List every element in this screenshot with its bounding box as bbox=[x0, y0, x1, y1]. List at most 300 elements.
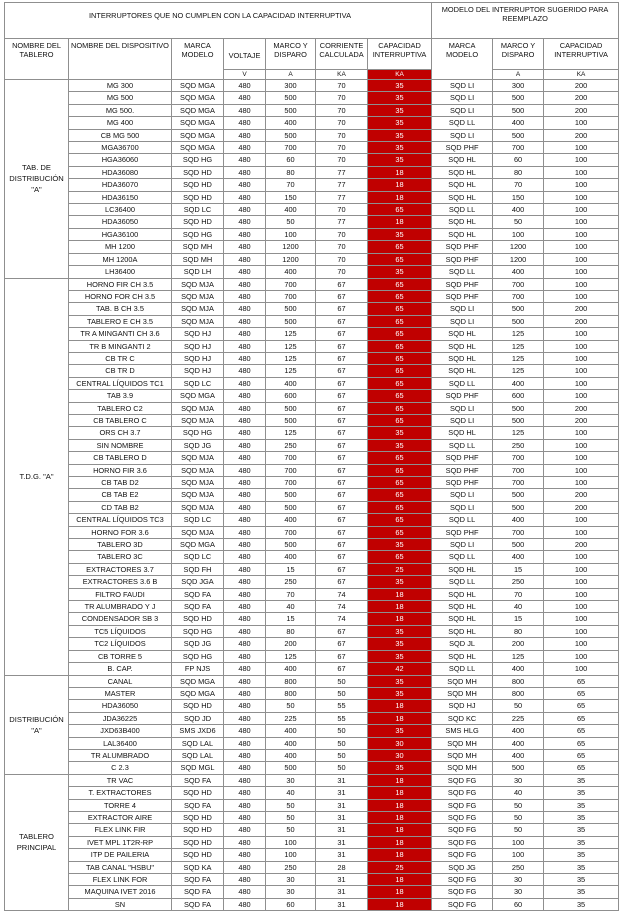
cell-voltaje: 480 bbox=[224, 328, 266, 340]
cell-corriente: 70 bbox=[316, 228, 368, 240]
cell-corriente: 70 bbox=[316, 117, 368, 129]
cell-marco-sugerido: 80 bbox=[493, 166, 544, 178]
cell-dispositivo: JXD63B400 bbox=[69, 725, 172, 737]
cell-marco: 15 bbox=[266, 613, 316, 625]
cell-capacidad-sugerida: 100 bbox=[544, 601, 619, 613]
cell-marca-sugerida: SQD FG bbox=[432, 787, 493, 799]
table-row bbox=[5, 390, 619, 402]
cell-capacidad: 18 bbox=[368, 179, 432, 191]
cell-capacidad: 65 bbox=[368, 501, 432, 513]
cell-capacidad-sugerida: 100 bbox=[544, 166, 619, 178]
cell-marca: SQD MJA bbox=[172, 501, 224, 513]
cell-capacidad-sugerida: 200 bbox=[544, 402, 619, 414]
cell-marco-sugerido: 150 bbox=[493, 191, 544, 203]
col-marco: MARCO Y DISPARO bbox=[266, 39, 316, 70]
cell-voltaje: 480 bbox=[224, 303, 266, 315]
cell-corriente: 67 bbox=[316, 390, 368, 402]
cell-marca-sugerida: SQD PHF bbox=[432, 526, 493, 538]
cell-dispositivo: HGA36060 bbox=[69, 154, 172, 166]
cell-marco-sugerido: 600 bbox=[493, 390, 544, 402]
cell-marca-sugerida: SQD HL bbox=[432, 228, 493, 240]
cell-marco: 400 bbox=[266, 551, 316, 563]
cell-marco: 125 bbox=[266, 365, 316, 377]
cell-dispositivo: HGA36100 bbox=[69, 228, 172, 240]
cell-marca-sugerida: SQD FG bbox=[432, 898, 493, 910]
cell-marco-sugerido: 500 bbox=[493, 92, 544, 104]
cell-marca: SQD MGL bbox=[172, 762, 224, 774]
table-row bbox=[5, 849, 619, 861]
cell-corriente: 67 bbox=[316, 278, 368, 290]
cell-capacidad-sugerida: 35 bbox=[544, 799, 619, 811]
cell-marca-sugerida: SQD HL bbox=[432, 352, 493, 364]
cell-marca-sugerida: SQD MH bbox=[432, 749, 493, 761]
cell-dispositivo: CB TR D bbox=[69, 365, 172, 377]
cell-marco-sugerido: 200 bbox=[493, 638, 544, 650]
table-row bbox=[5, 526, 619, 538]
cell-marca: SQD HD bbox=[172, 849, 224, 861]
cell-capacidad: 18 bbox=[368, 712, 432, 724]
cell-capacidad-sugerida: 100 bbox=[544, 514, 619, 526]
cell-dispositivo: TAB CANAL "HSBU" bbox=[69, 861, 172, 873]
cell-capacidad: 35 bbox=[368, 142, 432, 154]
cell-dispositivo: HDA36150 bbox=[69, 191, 172, 203]
cell-marco-sugerido: 50 bbox=[493, 216, 544, 228]
cell-marca-sugerida: SQD LI bbox=[432, 80, 493, 92]
cell-voltaje: 480 bbox=[224, 861, 266, 873]
cell-marca-sugerida: SQD KC bbox=[432, 712, 493, 724]
table-row bbox=[5, 92, 619, 104]
cell-marco-sugerido: 700 bbox=[493, 290, 544, 302]
cell-voltaje: 480 bbox=[224, 340, 266, 352]
cell-marca: SQD MJA bbox=[172, 452, 224, 464]
cell-marco-sugerido: 15 bbox=[493, 613, 544, 625]
cell-voltaje: 480 bbox=[224, 117, 266, 129]
cell-voltaje: 480 bbox=[224, 377, 266, 389]
cell-capacidad-sugerida: 65 bbox=[544, 675, 619, 687]
cell-corriente: 50 bbox=[316, 687, 368, 699]
cell-marco-sugerido: 400 bbox=[493, 117, 544, 129]
cell-dispositivo: MG 500 bbox=[69, 92, 172, 104]
cell-marca-sugerida: SMS HLG bbox=[432, 725, 493, 737]
cell-marco-sugerido: 500 bbox=[493, 402, 544, 414]
table-row bbox=[5, 650, 619, 662]
cell-capacidad-sugerida: 100 bbox=[544, 452, 619, 464]
table-row bbox=[5, 638, 619, 650]
cell-marca: SQD HD bbox=[172, 216, 224, 228]
cell-capacidad: 35 bbox=[368, 725, 432, 737]
cell-dispositivo: CB TORRE 5 bbox=[69, 650, 172, 662]
tablero-name: DISTRIBUCIÓN "A" bbox=[5, 675, 69, 774]
cell-dispositivo: EXTRACTORES 3.7 bbox=[69, 563, 172, 575]
cell-marca: SQD HD bbox=[172, 811, 224, 823]
cell-marca: SQD MGA bbox=[172, 539, 224, 551]
cell-capacidad: 35 bbox=[368, 427, 432, 439]
cell-marca: SQD HD bbox=[172, 836, 224, 848]
cell-dispositivo: TR ALUMBRADO bbox=[69, 749, 172, 761]
cell-corriente: 70 bbox=[316, 129, 368, 141]
cell-marca: SQD LC bbox=[172, 551, 224, 563]
cell-marca-sugerida: SQD HL bbox=[432, 340, 493, 352]
cell-marca-sugerida: SQD HL bbox=[432, 601, 493, 613]
cell-capacidad-sugerida: 100 bbox=[544, 204, 619, 216]
cell-marco-sugerido: 500 bbox=[493, 104, 544, 116]
cell-marca-sugerida: SQD HL bbox=[432, 154, 493, 166]
cell-marco: 80 bbox=[266, 625, 316, 637]
cell-capacidad: 35 bbox=[368, 154, 432, 166]
cell-capacidad-sugerida: 100 bbox=[544, 439, 619, 451]
table-row bbox=[5, 352, 619, 364]
cell-capacidad-sugerida: 65 bbox=[544, 700, 619, 712]
cell-capacidad-sugerida: 35 bbox=[544, 861, 619, 873]
cell-marco: 1200 bbox=[266, 253, 316, 265]
cell-marco: 225 bbox=[266, 712, 316, 724]
cell-marco-sugerido: 80 bbox=[493, 625, 544, 637]
cell-marco: 30 bbox=[266, 774, 316, 786]
cell-capacidad-sugerida: 200 bbox=[544, 315, 619, 327]
cell-capacidad: 18 bbox=[368, 216, 432, 228]
cell-marca: SQD MGA bbox=[172, 104, 224, 116]
cell-marca: SQD MGA bbox=[172, 117, 224, 129]
cell-dispositivo: MAQUINA IVET 2016 bbox=[69, 886, 172, 898]
table-row bbox=[5, 427, 619, 439]
cell-marco-sugerido: 70 bbox=[493, 588, 544, 600]
cell-marco: 30 bbox=[266, 874, 316, 886]
cell-dispositivo: TC2 LÍQUIDOS bbox=[69, 638, 172, 650]
cell-dispositivo: EXTRACTORES 3.6 B bbox=[69, 576, 172, 588]
cell-marco-sugerido: 800 bbox=[493, 687, 544, 699]
cell-corriente: 31 bbox=[316, 849, 368, 861]
cell-voltaje: 480 bbox=[224, 650, 266, 662]
cell-voltaje: 480 bbox=[224, 625, 266, 637]
cell-marca: SQD HJ bbox=[172, 365, 224, 377]
table-row bbox=[5, 117, 619, 129]
cell-marca: SQD LH bbox=[172, 266, 224, 278]
cell-capacidad-sugerida: 35 bbox=[544, 898, 619, 910]
cell-marco: 800 bbox=[266, 687, 316, 699]
cell-corriente: 31 bbox=[316, 886, 368, 898]
cell-marco-sugerido: 100 bbox=[493, 849, 544, 861]
cell-marca: SQD JD bbox=[172, 712, 224, 724]
cell-capacidad: 30 bbox=[368, 749, 432, 761]
table-row bbox=[5, 477, 619, 489]
cell-marca: SQD HG bbox=[172, 154, 224, 166]
table-row bbox=[5, 539, 619, 551]
cell-marca: SQD LAL bbox=[172, 749, 224, 761]
cell-corriente: 31 bbox=[316, 787, 368, 799]
cell-marca: SQD LAL bbox=[172, 737, 224, 749]
cell-corriente: 55 bbox=[316, 712, 368, 724]
cell-dispositivo: ITP DE PAILERIA bbox=[69, 849, 172, 861]
cell-voltaje: 480 bbox=[224, 836, 266, 848]
unit-capacidad-sugerida: KA bbox=[544, 70, 619, 80]
cell-capacidad-sugerida: 35 bbox=[544, 787, 619, 799]
cell-marco-sugerido: 700 bbox=[493, 142, 544, 154]
cell-marca: SQD FA bbox=[172, 774, 224, 786]
cell-marco-sugerido: 500 bbox=[493, 303, 544, 315]
cell-marca-sugerida: SQD HL bbox=[432, 191, 493, 203]
cell-capacidad: 65 bbox=[368, 340, 432, 352]
cell-dispositivo: HORNO FIR 3.6 bbox=[69, 464, 172, 476]
cell-marca: SQD HJ bbox=[172, 328, 224, 340]
cell-capacidad: 18 bbox=[368, 588, 432, 600]
cell-corriente: 67 bbox=[316, 303, 368, 315]
cell-capacidad: 18 bbox=[368, 799, 432, 811]
cell-voltaje: 480 bbox=[224, 898, 266, 910]
table-row bbox=[5, 315, 619, 327]
cell-dispositivo: TABLERO 3C bbox=[69, 551, 172, 563]
table-row bbox=[5, 303, 619, 315]
cell-corriente: 77 bbox=[316, 166, 368, 178]
cell-marco: 50 bbox=[266, 700, 316, 712]
cell-dispositivo: TAB. B CH 3.5 bbox=[69, 303, 172, 315]
cell-marca: SQD KA bbox=[172, 861, 224, 873]
cell-dispositivo: TR B MINGANTI 2 bbox=[69, 340, 172, 352]
cell-corriente: 70 bbox=[316, 241, 368, 253]
cell-dispositivo: LH36400 bbox=[69, 266, 172, 278]
cell-corriente: 67 bbox=[316, 489, 368, 501]
table-row bbox=[5, 154, 619, 166]
cell-voltaje: 480 bbox=[224, 638, 266, 650]
cell-capacidad-sugerida: 65 bbox=[544, 749, 619, 761]
cell-voltaje: 480 bbox=[224, 352, 266, 364]
cell-voltaje: 480 bbox=[224, 501, 266, 513]
cell-dispositivo: MG 300 bbox=[69, 80, 172, 92]
cell-corriente: 31 bbox=[316, 836, 368, 848]
cell-capacidad-sugerida: 200 bbox=[544, 489, 619, 501]
cell-corriente: 77 bbox=[316, 179, 368, 191]
cell-marca: SQD HG bbox=[172, 228, 224, 240]
cell-capacidad: 35 bbox=[368, 439, 432, 451]
cell-marca-sugerida: SQD MH bbox=[432, 762, 493, 774]
cell-marca-sugerida: SQD HL bbox=[432, 563, 493, 575]
cell-capacidad: 35 bbox=[368, 539, 432, 551]
cell-marca: SQD MJA bbox=[172, 278, 224, 290]
cell-capacidad-sugerida: 100 bbox=[544, 625, 619, 637]
cell-dispositivo: SN bbox=[69, 898, 172, 910]
table-row bbox=[5, 712, 619, 724]
cell-capacidad: 35 bbox=[368, 687, 432, 699]
header-right-title: MODELO DEL INTERRUPTOR SUGERIDO PARA REEMPLAZO bbox=[432, 3, 619, 39]
cell-marca: SQD HD bbox=[172, 191, 224, 203]
col-voltaje: VOLTAJE bbox=[224, 39, 266, 70]
cell-corriente: 70 bbox=[316, 266, 368, 278]
cell-marca-sugerida: SQD JL bbox=[432, 638, 493, 650]
cell-marco-sugerido: 125 bbox=[493, 328, 544, 340]
cell-voltaje: 480 bbox=[224, 142, 266, 154]
cell-dispositivo: ORS CH 3.7 bbox=[69, 427, 172, 439]
cell-voltaje: 480 bbox=[224, 365, 266, 377]
cell-marca-sugerida: SQD MH bbox=[432, 737, 493, 749]
cell-voltaje: 480 bbox=[224, 687, 266, 699]
table-row bbox=[5, 861, 619, 873]
cell-marca: SQD MJA bbox=[172, 290, 224, 302]
cell-marco-sugerido: 400 bbox=[493, 551, 544, 563]
cell-voltaje: 480 bbox=[224, 824, 266, 836]
cell-capacidad-sugerida: 200 bbox=[544, 414, 619, 426]
cell-voltaje: 480 bbox=[224, 241, 266, 253]
col-tablero: NOMBRE DEL TABLERO bbox=[5, 39, 69, 80]
cell-capacidad-sugerida: 35 bbox=[544, 811, 619, 823]
cell-marca-sugerida: SQD LL bbox=[432, 551, 493, 563]
cell-dispositivo: HORNO FOR 3.6 bbox=[69, 526, 172, 538]
cell-capacidad-sugerida: 100 bbox=[544, 464, 619, 476]
table-row bbox=[5, 464, 619, 476]
cell-capacidad: 35 bbox=[368, 638, 432, 650]
cell-capacidad: 25 bbox=[368, 563, 432, 575]
cell-marca: SQD HG bbox=[172, 427, 224, 439]
cell-dispositivo: SIN NOMBRE bbox=[69, 439, 172, 451]
cell-marca-sugerida: SQD HL bbox=[432, 613, 493, 625]
cell-voltaje: 480 bbox=[224, 613, 266, 625]
cell-corriente: 67 bbox=[316, 663, 368, 675]
cell-marco: 250 bbox=[266, 576, 316, 588]
cell-capacidad: 30 bbox=[368, 737, 432, 749]
cell-voltaje: 480 bbox=[224, 588, 266, 600]
unit-voltaje: V bbox=[224, 70, 266, 80]
cell-capacidad-sugerida: 100 bbox=[544, 328, 619, 340]
cell-marco: 400 bbox=[266, 117, 316, 129]
cell-corriente: 77 bbox=[316, 216, 368, 228]
cell-voltaje: 480 bbox=[224, 725, 266, 737]
cell-capacidad-sugerida: 100 bbox=[544, 142, 619, 154]
cell-marco-sugerido: 500 bbox=[493, 539, 544, 551]
tablero-name: TABLERO PRINCIPAL bbox=[5, 774, 69, 910]
cell-marca: SQD HD bbox=[172, 824, 224, 836]
cell-voltaje: 480 bbox=[224, 489, 266, 501]
cell-voltaje: 480 bbox=[224, 799, 266, 811]
cell-marco: 100 bbox=[266, 836, 316, 848]
cell-capacidad: 65 bbox=[368, 352, 432, 364]
cell-dispositivo: HDA36050 bbox=[69, 216, 172, 228]
cell-capacidad-sugerida: 200 bbox=[544, 92, 619, 104]
cell-marca-sugerida: SQD LL bbox=[432, 204, 493, 216]
cell-dispositivo: EXTRACTOR AIRE bbox=[69, 811, 172, 823]
cell-marco: 100 bbox=[266, 228, 316, 240]
cell-marca-sugerida: SQD HJ bbox=[432, 700, 493, 712]
cell-marco: 400 bbox=[266, 725, 316, 737]
cell-corriente: 67 bbox=[316, 427, 368, 439]
cell-dispositivo: CB TABLERO D bbox=[69, 452, 172, 464]
tablero-name: T.D.G. "A" bbox=[5, 278, 69, 675]
cell-marca: SQD HD bbox=[172, 166, 224, 178]
cell-capacidad: 65 bbox=[368, 452, 432, 464]
cell-marco: 700 bbox=[266, 278, 316, 290]
cell-dispositivo: B. CAP. bbox=[69, 663, 172, 675]
cell-capacidad-sugerida: 100 bbox=[544, 191, 619, 203]
cell-dispositivo: LC36400 bbox=[69, 204, 172, 216]
cell-marca: SQD MJA bbox=[172, 402, 224, 414]
cell-marco: 700 bbox=[266, 477, 316, 489]
cell-capacidad-sugerida: 100 bbox=[544, 216, 619, 228]
cell-marco: 1200 bbox=[266, 241, 316, 253]
cell-voltaje: 480 bbox=[224, 700, 266, 712]
col-capacidad-sugerida: CAPACIDAD INTERRUPTIVA bbox=[544, 39, 619, 70]
cell-capacidad-sugerida: 35 bbox=[544, 874, 619, 886]
cell-voltaje: 480 bbox=[224, 601, 266, 613]
cell-capacidad-sugerida: 100 bbox=[544, 278, 619, 290]
table-row bbox=[5, 563, 619, 575]
col-dispositivo: NOMBRE DEL DISPOSITIVO bbox=[69, 39, 172, 80]
table-row bbox=[5, 799, 619, 811]
cell-capacidad-sugerida: 100 bbox=[544, 477, 619, 489]
cell-marca: SQD HD bbox=[172, 700, 224, 712]
cell-marco-sugerido: 50 bbox=[493, 824, 544, 836]
cell-dispositivo: CANAL bbox=[69, 675, 172, 687]
cell-marca-sugerida: SQD HL bbox=[432, 328, 493, 340]
cell-marco-sugerido: 700 bbox=[493, 278, 544, 290]
cell-marco-sugerido: 70 bbox=[493, 179, 544, 191]
cell-marco-sugerido: 500 bbox=[493, 414, 544, 426]
cell-dispositivo: JDA36225 bbox=[69, 712, 172, 724]
cell-marca: SQD LC bbox=[172, 204, 224, 216]
cell-corriente: 70 bbox=[316, 80, 368, 92]
cell-marca-sugerida: SQD LL bbox=[432, 117, 493, 129]
cell-voltaje: 480 bbox=[224, 452, 266, 464]
cell-voltaje: 480 bbox=[224, 154, 266, 166]
cell-corriente: 67 bbox=[316, 315, 368, 327]
cell-marco-sugerido: 400 bbox=[493, 204, 544, 216]
cell-capacidad-sugerida: 200 bbox=[544, 80, 619, 92]
cell-dispositivo: C 2.3 bbox=[69, 762, 172, 774]
cell-marco: 40 bbox=[266, 601, 316, 613]
cell-marca-sugerida: SQD HL bbox=[432, 166, 493, 178]
cell-marco-sugerido: 30 bbox=[493, 886, 544, 898]
cell-dispositivo: MG 500. bbox=[69, 104, 172, 116]
cell-capacidad-sugerida: 100 bbox=[544, 551, 619, 563]
cell-voltaje: 480 bbox=[224, 514, 266, 526]
cell-marco-sugerido: 700 bbox=[493, 477, 544, 489]
cell-marca: FP NJS bbox=[172, 663, 224, 675]
cell-dispositivo: CENTRAL LÍQUIDOS TC3 bbox=[69, 514, 172, 526]
cell-marca-sugerida: SQD HL bbox=[432, 179, 493, 191]
table-row bbox=[5, 687, 619, 699]
cell-marco: 800 bbox=[266, 675, 316, 687]
cell-dispositivo: FILTRO FAUDI bbox=[69, 588, 172, 600]
cell-capacidad-sugerida: 200 bbox=[544, 104, 619, 116]
cell-capacidad-sugerida: 35 bbox=[544, 774, 619, 786]
cell-dispositivo: CB TAB E2 bbox=[69, 489, 172, 501]
cell-capacidad: 42 bbox=[368, 663, 432, 675]
header-left-title: INTERRUPTORES QUE NO CUMPLEN CON LA CAPACIDAD INTERRUPTIVA bbox=[5, 3, 432, 39]
cell-dispositivo: HDA36080 bbox=[69, 166, 172, 178]
cell-capacidad: 35 bbox=[368, 625, 432, 637]
cell-marco: 250 bbox=[266, 439, 316, 451]
cell-marco-sugerido: 1200 bbox=[493, 253, 544, 265]
cell-marca-sugerida: SQD LL bbox=[432, 514, 493, 526]
cell-marco: 200 bbox=[266, 638, 316, 650]
cell-marca-sugerida: SQD HL bbox=[432, 650, 493, 662]
cell-corriente: 70 bbox=[316, 92, 368, 104]
cell-voltaje: 480 bbox=[224, 551, 266, 563]
cell-corriente: 70 bbox=[316, 253, 368, 265]
cell-marca-sugerida: SQD LL bbox=[432, 576, 493, 588]
cell-dispositivo: HORNO FIR CH 3.5 bbox=[69, 278, 172, 290]
cell-marco: 500 bbox=[266, 489, 316, 501]
cell-voltaje: 480 bbox=[224, 811, 266, 823]
cell-dispositivo: MASTER bbox=[69, 687, 172, 699]
cell-marca: SQD MGA bbox=[172, 687, 224, 699]
cell-capacidad: 18 bbox=[368, 601, 432, 613]
cell-capacidad-sugerida: 100 bbox=[544, 228, 619, 240]
cell-marco-sugerido: 50 bbox=[493, 811, 544, 823]
cell-capacidad: 18 bbox=[368, 166, 432, 178]
cell-capacidad: 18 bbox=[368, 774, 432, 786]
cell-capacidad: 18 bbox=[368, 898, 432, 910]
cell-capacidad-sugerida: 35 bbox=[544, 886, 619, 898]
cell-dispositivo: TR ALUMBRADO Y J bbox=[69, 601, 172, 613]
col-capacidad: CAPACIDAD INTERRUPTIVA bbox=[368, 39, 432, 70]
table-row bbox=[5, 749, 619, 761]
